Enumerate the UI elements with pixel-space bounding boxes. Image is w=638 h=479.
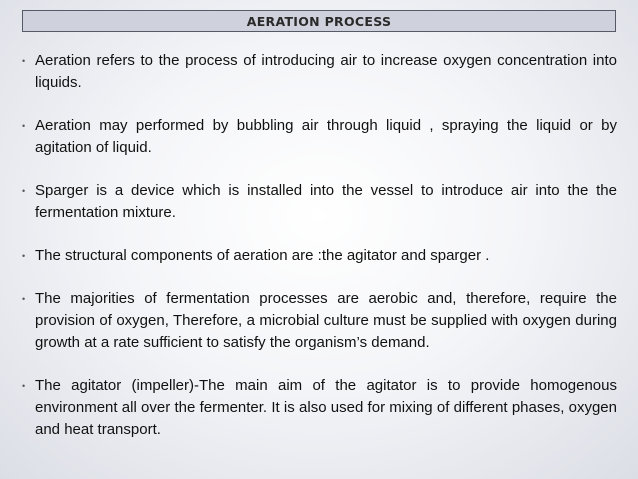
- bullet-icon: •: [22, 186, 26, 196]
- bullet-icon: •: [22, 251, 26, 261]
- bullet-text: The majorities of fermentation processes are aerobic and, therefore, require the provision of oxygen, Therefore, a microbial culture must be supplied with oxygen during growth at a rate sufficient to satisfy the organism’s demand.: [35, 290, 617, 351]
- bullet-list: [22, 50, 617, 462]
- bullet-text: Aeration may performed by bubbling air through liquid , spraying the liquid or by agitation of liquid.: [35, 117, 617, 156]
- bullet-item: [22, 288, 617, 354]
- bullet-icon: •: [22, 294, 26, 304]
- bullet-text: The structural components of aeration are :the agitator and sparger .: [35, 247, 490, 264]
- slide-title: AERATION PROCESS: [246, 13, 392, 29]
- bullet-item: [22, 245, 617, 267]
- bullet-icon: •: [22, 121, 26, 131]
- bullet-icon: •: [22, 381, 26, 391]
- bullet-item: [22, 115, 617, 159]
- bullet-text: Sparger is a device which is installed into the vessel to introduce air into the the fermentation mixture.: [35, 182, 617, 221]
- slide-title-box: [22, 10, 616, 32]
- bullet-text: The agitator (impeller)-The main aim of the agitator is to provide homogenous environment all over the fermenter. It is also used for mixing of different phases, oxygen and heat transport.: [35, 377, 617, 438]
- bullet-item: [22, 50, 617, 94]
- bullet-item: [22, 180, 617, 224]
- bullet-item: [22, 375, 617, 441]
- bullet-icon: •: [22, 56, 26, 66]
- bullet-text: Aeration refers to the process of introducing air to increase oxygen concentration into liquids.: [35, 52, 617, 91]
